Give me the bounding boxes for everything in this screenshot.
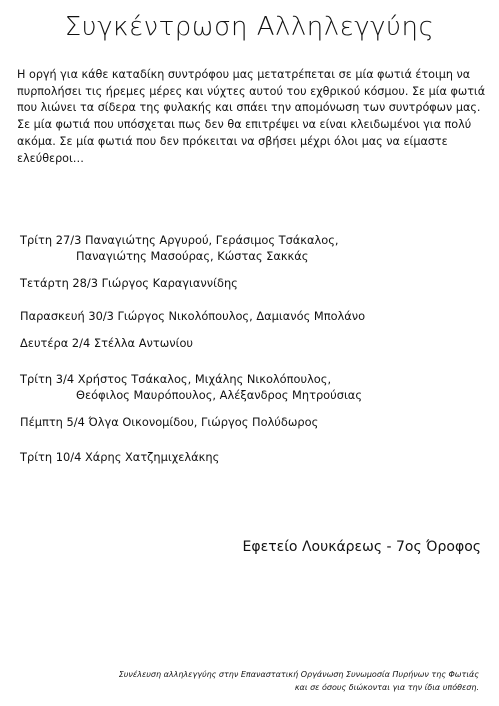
schedule-entry-line: Παρασκευή 30/3 Γιώργος Νικολόπουλος, Δαμιανός Μπολάνο: [20, 309, 366, 323]
schedule-entry-line: Τρίτη 3/4 Χρήστος Τσάκαλος, Μιχάλης Νικολόπουλος,: [20, 372, 332, 386]
schedule-entry: [20, 335, 193, 351]
venue-label: Εφετείο Λουκάρεως - 7ος Όροφος: [242, 539, 481, 555]
schedule-entry: [20, 449, 219, 465]
footer-line: και σε όσους διώκονται για την ίδια υπόθεση.: [294, 683, 479, 692]
schedule-entry-line: Τρίτη 27/3 Παναγιώτης Αργυρού, Γεράσιμος Τσάκαλος,: [20, 233, 339, 247]
schedule-entry-continuation: Θεόφιλος Μαυρόπουλος, Αλέξανδρος Μητρούσιας: [76, 388, 363, 402]
schedule-entry-continuation: Παναγιώτης Μασούρας, Κώστας Σακκάς: [76, 249, 309, 263]
schedule-entry-line: Τρίτη 10/4 Χάρης Χατζημιχελάκης: [20, 450, 220, 464]
intro-paragraph: Η οργή για κάθε καταδίκη συντρόφου μας μετατρέπεται σε μία φωτιά έτοιμη να πυρπολήσει τις ήρεμες μέρες και νύχτες αυτού του εχθρικού κόσμου. Σε μία φωτιά που λιώνει τα σίδερα της φυλακής και σπάει την απομόνωση των συντρόφων μας. Σε μία φωτιά που υπόσχεται πως δεν θα επιτρέψει να είναι κλειδωμένοι για πολύ ακόμα. Σε μία φωτιά που δεν πρόκειται να σβήσει μέχρι όλοι μας να είμαστε ελεύθεροι…: [17, 68, 486, 165]
schedule-entry: [20, 308, 365, 324]
footer-line: Συνέλευση αλληλεγγύης στην Επαναστατική Οργάνωση Συνωμοσία Πυρήνων της Φωτιάς: [118, 670, 479, 679]
footer-signature: [59, 668, 479, 694]
page-title: Συγκέντρωση Αλληλεγγύης: [64, 12, 435, 42]
schedule-entry-line: Τετάρτη 28/3 Γιώργος Καραγιαννίδης: [20, 276, 238, 290]
schedule-entry-line: Δευτέρα 2/4 Στέλλα Αντωνίου: [20, 336, 194, 350]
schedule-entry: [20, 371, 362, 403]
schedule-entry-line: Πέμπτη 5/4 Όλγα Οικονομίδου, Γιώργος Πολύδωρος: [20, 415, 319, 429]
schedule-entry: [20, 232, 339, 264]
schedule-entry: [20, 414, 318, 430]
schedule-entry: [20, 275, 238, 291]
